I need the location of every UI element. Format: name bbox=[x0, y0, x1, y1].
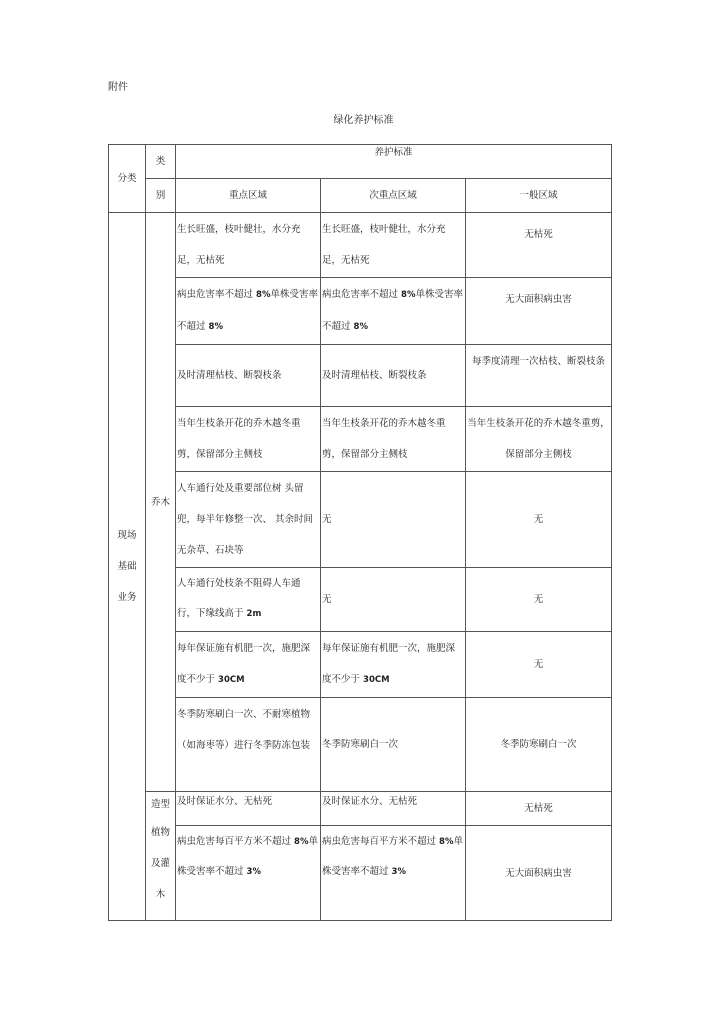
row1-secondary-text-a: 病虫危害率不超过 bbox=[322, 289, 402, 300]
row8-key: 及时保证水分、无枯死 bbox=[176, 792, 321, 826]
row4-key: 人车通行处及重要部位树 头留兜，每半年修整一次、 其余时间无杂草、石块等 bbox=[176, 472, 321, 568]
row1-secondary bbox=[321, 278, 466, 345]
row6-general: 无 bbox=[466, 632, 612, 698]
row3-key: 当年生枝条开花的乔木越冬重剪，保留部分主侧枝 bbox=[176, 407, 321, 472]
shrubs-category-cell bbox=[146, 792, 176, 921]
row9-key-text-a: 病虫危害每百平方米不超过 bbox=[177, 836, 295, 847]
row1-key-value-a: 8% bbox=[256, 290, 271, 300]
table-row bbox=[109, 792, 612, 826]
row7-key: 冬季防寒刷白一次、不耐寒植物（如海枣等）进行冬季防冻包装 bbox=[176, 698, 321, 792]
row9-key-text-b: 单株受害率不超过 bbox=[177, 836, 318, 877]
attachment-label: 附件 bbox=[108, 82, 128, 93]
row4-general: 无 bbox=[466, 472, 612, 568]
row9-general: 无大面积病虫害 bbox=[466, 826, 612, 921]
row0-general: 无枯死 bbox=[466, 213, 612, 278]
group-label-line3: 业务 bbox=[117, 592, 137, 603]
maintenance-standard-table bbox=[108, 144, 612, 921]
row5-key-text: 人车通行处枝条不阻碍人车通行，下缘线高于 bbox=[177, 578, 301, 619]
row9-key bbox=[176, 826, 321, 921]
row1-secondary-value-a: 8% bbox=[401, 290, 416, 300]
document-title: 绿化养护标准 bbox=[333, 115, 394, 126]
row3-general: 当年生枝条开花的乔木越冬重剪，保留部分主侧枝 bbox=[466, 407, 612, 472]
table-row bbox=[109, 278, 612, 345]
row6-key bbox=[176, 632, 321, 698]
row5-secondary: 无 bbox=[321, 568, 466, 632]
table-row bbox=[109, 407, 612, 472]
row9-secondary-value-a: 8% bbox=[439, 837, 454, 847]
row6-key-value: 30CM bbox=[218, 675, 245, 685]
row2-key: 及时清理枯枝、断裂枝条 bbox=[176, 345, 321, 407]
row6-secondary-value: 30CM bbox=[363, 675, 390, 685]
group-label-line2: 基础 bbox=[117, 561, 137, 572]
row9-secondary-text-a: 病虫危害每百平方米不超过 bbox=[322, 836, 440, 847]
row1-secondary-text-b: 单株受害率不超过 bbox=[322, 289, 463, 332]
header-zone-secondary: 次重点区域 bbox=[321, 179, 466, 213]
table-row bbox=[109, 698, 612, 792]
header-zone-key: 重点区域 bbox=[176, 179, 321, 213]
trees-label: 乔木 bbox=[150, 496, 170, 508]
row6-secondary bbox=[321, 632, 466, 698]
header-category: 分类 bbox=[109, 145, 146, 213]
table-row bbox=[109, 213, 612, 278]
row8-general: 无枯死 bbox=[466, 792, 612, 826]
row6-secondary-text: 每年保证施有机肥一次，施肥深度不少于 bbox=[322, 643, 456, 685]
table-row bbox=[109, 632, 612, 698]
row2-secondary: 及时清理枯枝、断裂枝条 bbox=[321, 345, 466, 407]
row9-secondary bbox=[321, 826, 466, 921]
row5-general: 无 bbox=[466, 568, 612, 632]
table-row bbox=[109, 826, 612, 921]
row7-secondary: 冬季防寒刷白一次 bbox=[321, 698, 466, 792]
row9-secondary-value-b: 3% bbox=[391, 867, 406, 877]
row1-key bbox=[176, 278, 321, 345]
table-row bbox=[109, 568, 612, 632]
header-row-1 bbox=[109, 145, 612, 179]
header-standard: 养护标准 bbox=[176, 145, 612, 179]
row2-general: 每季度清理一次枯枝、断裂枝条 bbox=[466, 345, 612, 407]
shrubs-label-line3: 及灌 bbox=[150, 858, 170, 869]
row0-secondary: 生长旺盛，枝叶健壮，水分充足，无枯死 bbox=[321, 213, 466, 278]
row1-key-value-b: 8% bbox=[208, 322, 223, 332]
table-row bbox=[109, 345, 612, 407]
row8-secondary: 及时保证水分、无枯死 bbox=[321, 792, 466, 826]
row9-key-value-b: 3% bbox=[246, 867, 261, 877]
row9-key-value-a: 8% bbox=[294, 837, 309, 847]
row9-secondary-text-b: 单株受害率不超过 bbox=[322, 836, 463, 877]
shrubs-label-line2: 植物 bbox=[150, 827, 170, 838]
shrubs-label-line1: 造型 bbox=[150, 799, 170, 810]
row1-key-text-a: 病虫危害率不超过 bbox=[177, 289, 257, 300]
row6-key-text: 每年保证施有机肥一次，施肥深度不少于 bbox=[177, 643, 311, 685]
row3-secondary: 当年生枝条开花的乔木越冬重剪，保留部分主侧枝 bbox=[321, 407, 466, 472]
header-kind-bottom: 别 bbox=[146, 179, 176, 213]
row4-secondary: 无 bbox=[321, 472, 466, 568]
row1-key-text-b: 单株受害率不超过 bbox=[177, 289, 318, 332]
group-cell bbox=[109, 213, 146, 921]
row1-secondary-value-b: 8% bbox=[353, 322, 368, 332]
shrubs-label-line4: 木 bbox=[155, 889, 166, 900]
row1-general: 无大面积病虫害 bbox=[466, 278, 612, 345]
header-zone-general: 一般区域 bbox=[466, 179, 612, 213]
trees-category-cell bbox=[146, 213, 176, 792]
header-kind-top: 类 bbox=[146, 145, 176, 179]
group-label-line1: 现场 bbox=[117, 530, 137, 541]
row7-general: 冬季防寒刷白一次 bbox=[466, 698, 612, 792]
header-row-2 bbox=[109, 179, 612, 213]
row0-key: 生长旺盛，枝叶健壮，水分充足，无枯死 bbox=[176, 213, 321, 278]
row5-key-value: 2m bbox=[246, 609, 262, 619]
table-row bbox=[109, 472, 612, 568]
row5-key bbox=[176, 568, 321, 632]
